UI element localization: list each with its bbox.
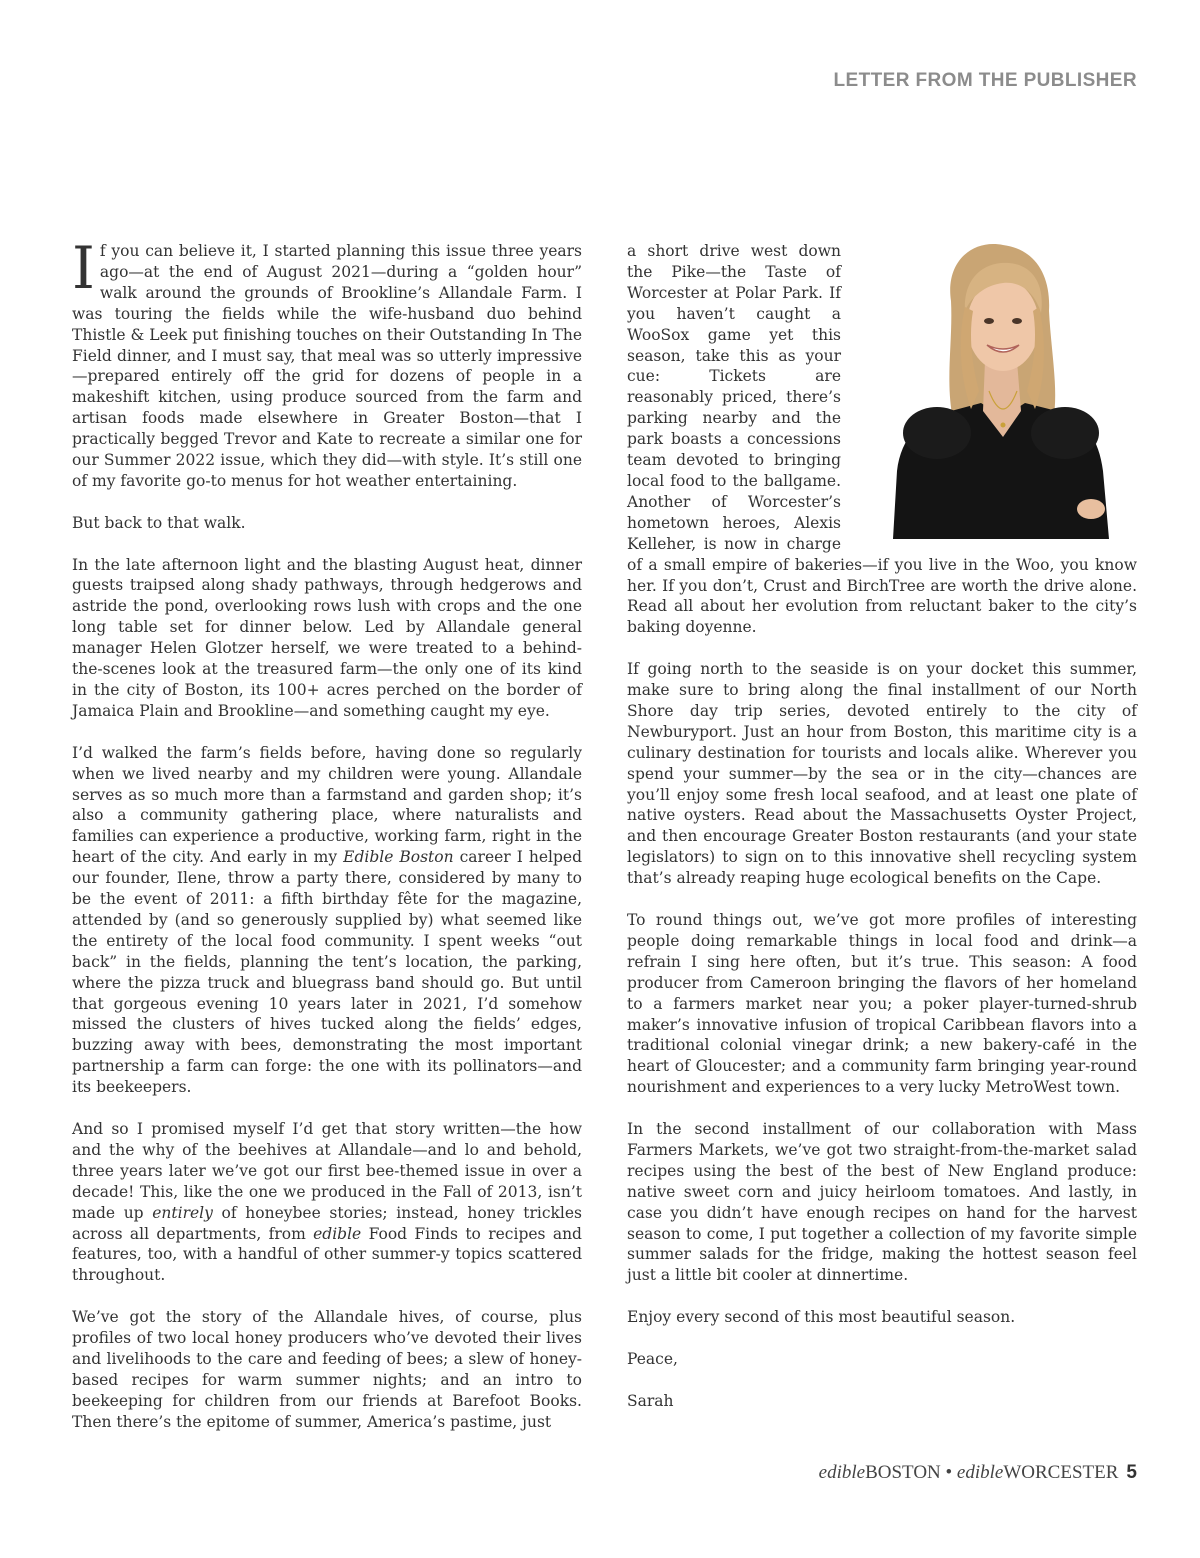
paragraph-5-text-c: Food Finds to recipes and features, too, with a handful of other summer-y topics scattered throughout. <box>72 1224 582 1285</box>
magazine-title-emphasis: Edible Boston <box>343 848 454 867</box>
paragraph-4 <box>72 743 582 1098</box>
entirely-emphasis: entirely <box>152 1203 213 1222</box>
paragraph-3: In the late afternoon light and the blasting August heat, dinner guests traipsed along shady pathways, through hedgerows and astride the pond, overlooking rows lush with crops and the one long table set for dinner below. Led by Allandale general manager Helen Glotzer herself, we were treated to a behind-the-scenes look at the treasured farm—the only one of its kind in the city of Boston, its 100+ acres perched on the border of Jamaica Plain and Brookline—and something caught my eye. <box>72 555 582 720</box>
paragraph-6: We’ve got the story of the Allandale hives, of course, plus profiles of two local honey producers who’ve devoted their lives and livelihoods to the care and feeding of bees; a slew of honey-based recipes for warm summer nights; and an intro to beekeeping for children from our friends at Barefoot Books. Then there’s the epitome of summer, America’s pastime, just <box>72 1308 582 1431</box>
boston-wordmark: BOSTON <box>865 1462 941 1483</box>
paragraph-1-text: f you can believe it, I started planning this issue three years ago—at the end of August 2021—during a “golden hour” walk around the grounds of Brookline’s Allandale Farm. I was touring the fields while the wife-husband duo behind Thistle & Leek put finishing touches on their Outstanding In The Field dinner, and I must say, that meal was so utterly impressive—prepared entirely off the grid for dozens of people in a makeshift kitchen, using produce sourced from the farm and artisan foods made elsewhere in Greater Boston—that I practically begged Trevor and Kate to recreate a similar one for our Summer 2022 issue, which they did—with style. It’s still one of my favorite go-to menus for hot weather entertaining. <box>72 242 583 490</box>
paragraph-10: In the second installment of our collaboration with Mass Farmers Markets, we’ve got two straight-from-the-market salad recipes using the best of the best of New England produce: native sweet corn and juicy heirloom tomatoes. And lastly, in case you didn’t have enough recipes on hand for the harvest season to come, I put together a collection of my favorite simple summer salads for the fridge, making the hottest season feel just a little bit cooler at dinnertime. <box>627 1120 1137 1285</box>
worcester-wordmark: WORCESTER <box>1003 1462 1119 1483</box>
edible-wordmark-1: edible <box>818 1462 866 1483</box>
paragraph-5-text-b: of honeybee stories; instead, honey trickles across all departments, from <box>72 1203 582 1243</box>
section-header: LETTER FROM THE PUBLISHER <box>833 70 1137 91</box>
signature-block <box>627 1349 1137 1412</box>
page-footer <box>819 1462 1137 1484</box>
paragraph-7: a short drive west down the Pike—the Taste of Worcester at Polar Park. If you haven’t caught a WooSox game yet this season, take this as your cue: Tickets are reasonably priced, there’s parking nearby and the park boasts a concessions team devoted to bringing local food to the ballgame. Another of Worcester’s hometown heroes, Alexis Kelleher, is now in charge of a small empire of bakeries—if you live in the Woo, you know her. If you don’t, Crust and BirchTree are worth the drive alone. Read all about her evolution from reluctant baker to the city’s baking doyenne. <box>627 242 1137 637</box>
publisher-portrait <box>853 241 1137 539</box>
paragraph-2: But back to that walk. <box>72 513 246 532</box>
edible-emphasis: edible <box>313 1224 362 1243</box>
edible-wordmark-2: edible <box>956 1462 1004 1483</box>
footer-bullet: • <box>940 1462 957 1483</box>
signature: Sarah <box>627 1391 674 1410</box>
paragraph-8: If going north to the seaside is on your docket this summer, make sure to bring along the final installment of our North Shore day trip series, devoted entirely to the city of Newburyport. Just an hour from Boston, this maritime city is a culinary destination for tourists and locals alike. Wherever you spend your summer—by the sea or in the city—chances are you’ll enjoy some fresh local seafood, and at least one plate of native oysters. Read about the Massachusetts Oyster Project, and then encourage Greater Boston restaurants (and your state legislators) to sign on to this innovative shell recycling system that’s already reaping huge ecological benefits on the Cape. <box>627 660 1137 888</box>
paragraph-5 <box>72 1119 582 1286</box>
right-column <box>627 241 1137 1433</box>
paragraph-5-text-a: And so I promised myself I’d get that story written—the how and the why of the beehives at Allandale—and lo and behold, three years later we’ve got our first bee-themed issue in over a decade! This, like the one we produced in the Fall of 2013, isn’t made up <box>72 1120 582 1222</box>
paragraph-4-text-b: career I helped our founder, Ilene, throw a party there, considered by many to be the event of 2011: a fifth birthday fête for the magazine, attended by (and so generously supplied by) what seemed like the entirety of the local food community. I spent weeks “out back” in the fields, planning the tent’s location, the parking, where the pizza truck and bluegrass band should go. But until that gorgeous evening 10 years later in 2021, I’d somehow missed the clusters of hives tucked along the fields’ edges, buzzing away with bees, demonstrating the most important partnership a farm can forge: the one with its pollinators—and its beekeepers. <box>72 848 582 1097</box>
paragraph-9: To round things out, we’ve got more profiles of interesting people doing remarkable things in local food and drink—a refrain I sing here often, but it’s true. This season: A food producer from Cameroon bringing the flavors of her homeland to a farmers market near you; a poker player-turned-shrub maker’s innovative infusion of tropical Caribbean flavors into a traditional colonial vinegar drink; a new bakery-café in the heart of Gloucester; and a community farm bringing year-round nourishment and experiences to a very lucky MetroWest town. <box>627 910 1137 1097</box>
page-number: 5 <box>1126 1462 1137 1483</box>
left-column <box>72 234 583 1453</box>
closing: Peace, <box>627 1349 678 1368</box>
paragraph-11: Enjoy every second of this most beautiful season. <box>627 1308 1016 1327</box>
paragraph-4-text-a: I’d walked the farm’s fields before, having done so regularly when we lived nearby and my children were young. Allandale serves as so much more than a farmstand and garden shop; it’s also a community gathering place, where naturalists and families can experience a productive, working farm, right in the heart of the city. And early in my <box>72 743 582 867</box>
drop-cap: I <box>72 234 95 302</box>
paragraph-1 <box>72 234 583 492</box>
